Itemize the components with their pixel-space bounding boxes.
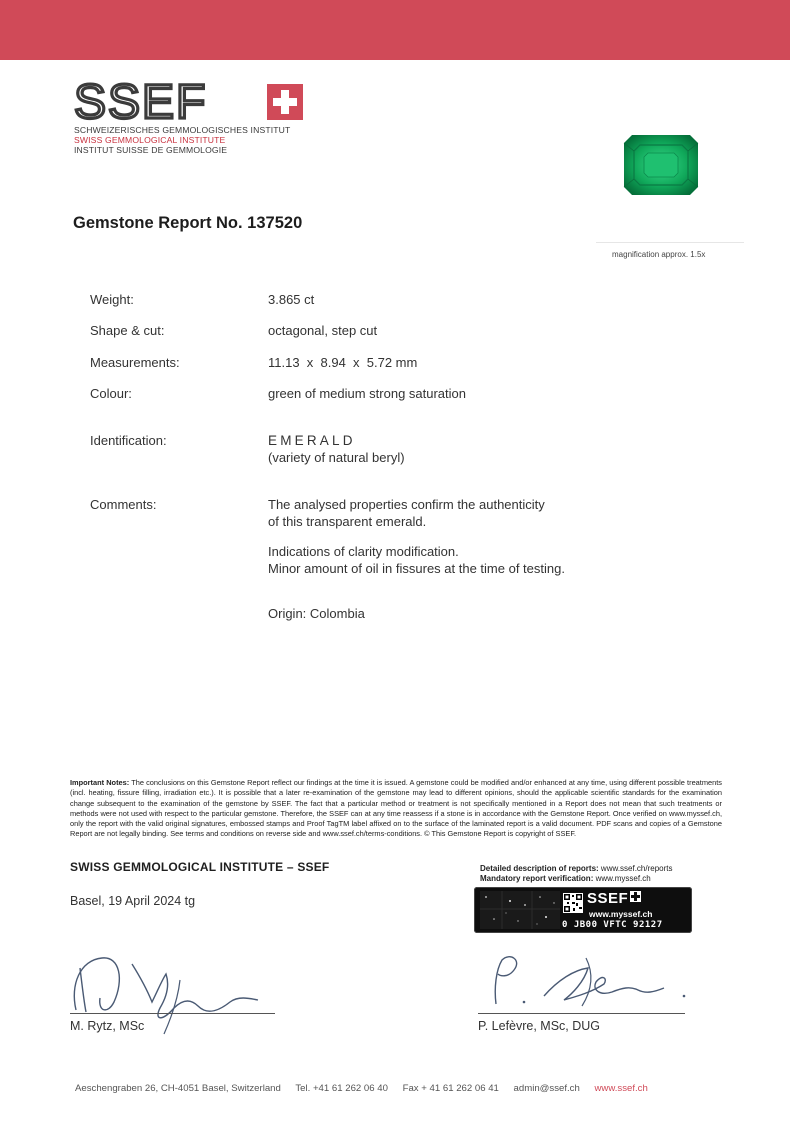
signature-line-right <box>478 1013 685 1014</box>
magnification-note: magnification approx. 1.5x <box>612 250 706 259</box>
detail-label: Detailed description of reports: <box>480 864 599 873</box>
svg-text:SSEF: SSEF <box>74 78 208 124</box>
report-verification-line <box>480 874 651 883</box>
weight-value: 3.865 ct <box>268 292 315 307</box>
signature-lefevre <box>488 952 698 1012</box>
signer-right-name: P. Lefèvre, MSc, DUG <box>478 1019 601 1033</box>
comments-label: Comments: <box>90 497 157 512</box>
tag-brand <box>587 890 641 907</box>
comment-line: of this transparent emerald. <box>268 514 427 529</box>
footer-email[interactable]: admin@ssef.ch <box>513 1083 580 1094</box>
signature-line-left <box>70 1013 275 1014</box>
proof-tag-label <box>474 887 692 933</box>
notes-heading: Important Notes: <box>70 778 130 787</box>
identification-label: Identification: <box>90 433 167 448</box>
tag-url: www.myssef.ch <box>589 909 653 919</box>
comment-line: The analysed properties confirm the authenticity <box>268 497 545 512</box>
report-title: Gemstone Report No. 137520 <box>73 214 303 232</box>
shape-value: octagonal, step cut <box>268 323 378 338</box>
mandatory-url[interactable]: www.myssef.ch <box>595 874 651 883</box>
top-color-bar <box>0 0 790 60</box>
magnification-rule <box>596 242 744 243</box>
ssef-wordmark <box>74 78 306 124</box>
important-notes <box>70 778 722 840</box>
place-date: Basel, 19 April 2024 tg <box>70 894 196 908</box>
detail-url[interactable]: www.ssef.ch/reports <box>600 864 673 873</box>
issuer-name: SWISS GEMMOLOGICAL INSTITUTE – SSEF <box>70 860 330 874</box>
colour-value: green of medium strong saturation <box>268 386 466 401</box>
tag-brand-text: SSEF <box>587 890 629 907</box>
tag-code: 0 JB00 VFTC 92127 <box>562 920 663 930</box>
emerald-photo <box>622 133 700 197</box>
institute-name-de: SCHWEIZERISCHES GEMMOLOGISCHES INSTITUT <box>74 125 291 135</box>
footer-tel: Tel. +41 61 262 06 40 <box>295 1083 388 1094</box>
swiss-cross-icon <box>630 891 641 902</box>
identification-sub: (variety of natural beryl) <box>268 450 405 465</box>
measurements-label: Measurements: <box>90 355 180 370</box>
footer-address: Aeschengraben 26, CH-4051 Basel, Switzerland <box>75 1083 281 1094</box>
colour-label: Colour: <box>90 386 132 401</box>
footer-website[interactable]: www.ssef.ch <box>594 1083 648 1094</box>
signer-left-name: M. Rytz, MSc <box>70 1019 145 1033</box>
comment-line: Indications of clarity modification. <box>268 544 459 559</box>
notes-body: The conclusions on this Gemstone Report reflect our findings at the time it is issued. A gemstone could be modified and/or enhanced at any time, using different possible treatments (incl. heating, fissure filling, irradiation etc.). It is possible that a later re-examination of the gemstone may lead to different opinions, should the applicable scientific standards for the examination change subsequent to the examination of the gemstone by SSEF. The fact that a particular method or treatment is not specifically mentioned in a Report does not mean that such treatments or methods were not used with respect to the particular gemstone. Therefore, the SSEF can at any time reassess if a stone is in accordance with the Gemstone Report. Once verified on www.myssef.ch, only the report with the valid original signatures, embossed stamps and Proof TagTM label affixed on to the surface of the laminated report is a valid document. PDF scans and copies of a Gemstone Report are not legally binding. See terms and conditions on reverse side and www.ssef.ch/terms-conditions. © This Gemstone Report is copyright of SSEF. <box>70 778 722 839</box>
footer-contact <box>75 1083 648 1094</box>
tag-sparkle-pattern <box>480 891 560 929</box>
qr-code-icon[interactable] <box>563 893 583 913</box>
shape-label: Shape & cut: <box>90 323 165 338</box>
mandatory-label: Mandatory report verification: <box>480 874 594 883</box>
comment-line: Minor amount of oil in fissures at the time of testing. <box>268 561 565 576</box>
footer-fax: Fax + 41 61 262 06 41 <box>402 1083 499 1094</box>
origin-value: Origin: Colombia <box>268 606 365 621</box>
institute-name-en: SWISS GEMMOLOGICAL INSTITUTE <box>74 135 226 145</box>
measurements-value: 11.13 x 8.94 x 5.72 mm <box>268 355 418 370</box>
institute-name-fr: INSTITUT SUISSE DE GEMMOLOGIE <box>74 145 228 155</box>
report-description-line <box>480 864 673 873</box>
weight-label: Weight: <box>90 292 134 307</box>
identification-value: EMERALD <box>268 433 356 448</box>
ssef-logo <box>74 78 306 164</box>
